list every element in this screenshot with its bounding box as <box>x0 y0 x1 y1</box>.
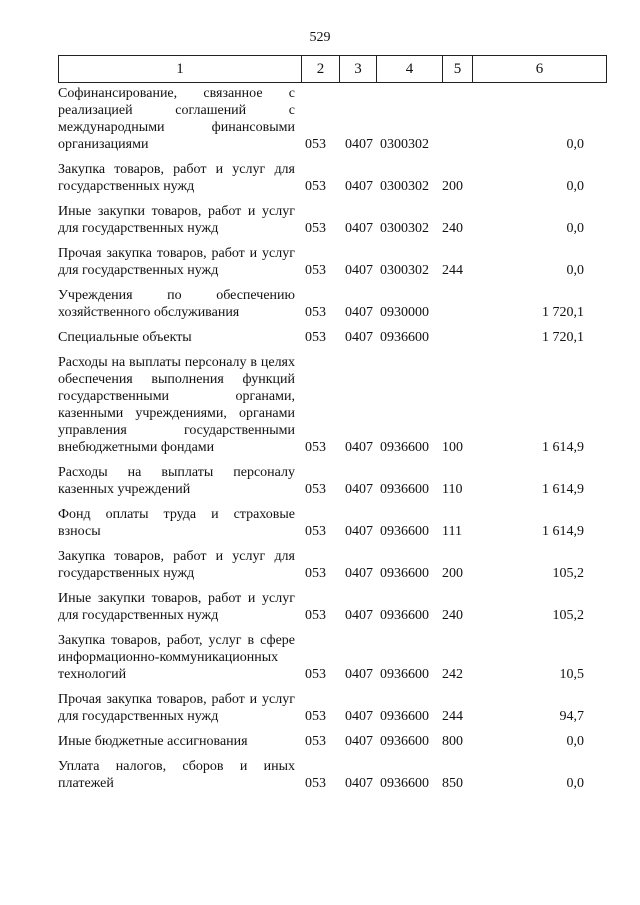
row-name: Специальные объекты <box>58 330 192 345</box>
row-amount: 1 720,1 <box>542 330 584 345</box>
row-section-code: 0407 <box>345 221 373 236</box>
row-ministry-code: 053 <box>305 179 326 194</box>
row-amount: 0,0 <box>566 734 584 749</box>
row-section-code: 0407 <box>345 608 373 623</box>
row-ministry-code: 053 <box>305 440 326 455</box>
row-section-code: 0407 <box>345 524 373 539</box>
table-row <box>58 85 606 153</box>
row-ministry-code: 053 <box>305 263 326 278</box>
row-target-code: 0936600 <box>380 776 429 791</box>
row-section-code: 0407 <box>345 330 373 345</box>
row-expense-type: 200 <box>442 566 463 581</box>
row-target-code: 0300302 <box>380 179 429 194</box>
column-header-3: 3 <box>340 56 377 83</box>
row-ministry-code: 053 <box>305 221 326 236</box>
row-ministry-code: 053 <box>305 330 326 345</box>
row-name: Софинансирование, связанное с реализацией соглашений с международными финансовыми организациями <box>58 86 295 152</box>
row-amount: 1 614,9 <box>542 482 584 497</box>
table-row <box>58 329 606 346</box>
row-name: Иные закупки товаров, работ и услуг для государственных нужд <box>58 204 295 236</box>
row-ministry-code: 053 <box>305 566 326 581</box>
row-target-code: 0936600 <box>380 440 429 455</box>
row-name: Закупка товаров, работ, услуг в сфере информационно-коммуникационных технологий <box>58 633 295 682</box>
row-expense-type: 242 <box>442 667 463 682</box>
table-row <box>58 733 606 750</box>
row-expense-type: 240 <box>442 608 463 623</box>
row-expense-type: 240 <box>442 221 463 236</box>
table-row <box>58 354 606 456</box>
table-row <box>58 203 606 237</box>
row-name: Расходы на выплаты персоналу в целях обеспечения выполнения функций государственными органами, казенными учреждениями, органами управления государственными внебюджетными фондами <box>58 355 295 455</box>
table-row <box>58 758 606 792</box>
row-section-code: 0407 <box>345 709 373 724</box>
row-section-code: 0407 <box>345 137 373 152</box>
row-target-code: 0300302 <box>380 221 429 236</box>
column-header-table <box>58 55 607 83</box>
row-amount: 1 614,9 <box>542 440 584 455</box>
row-expense-type: 111 <box>442 524 462 539</box>
row-ministry-code: 053 <box>305 482 326 497</box>
row-amount: 0,0 <box>566 263 584 278</box>
row-target-code: 0936600 <box>380 734 429 749</box>
column-header-row <box>59 56 607 83</box>
row-section-code: 0407 <box>345 734 373 749</box>
row-section-code: 0407 <box>345 440 373 455</box>
row-ministry-code: 053 <box>305 608 326 623</box>
row-name: Расходы на выплаты персоналу казенных учреждений <box>58 465 295 497</box>
row-amount: 0,0 <box>566 137 584 152</box>
row-ministry-code: 053 <box>305 734 326 749</box>
budget-table-body <box>58 85 606 800</box>
column-header-6: 6 <box>473 56 607 83</box>
row-amount: 1 720,1 <box>542 305 584 320</box>
table-row <box>58 590 606 624</box>
column-header-1: 1 <box>59 56 302 83</box>
row-amount: 105,2 <box>552 566 584 581</box>
row-expense-type: 244 <box>442 709 463 724</box>
row-section-code: 0407 <box>345 263 373 278</box>
row-name: Учреждения по обеспечению хозяйственного обслуживания <box>58 288 295 320</box>
column-header-2: 2 <box>302 56 340 83</box>
row-amount: 105,2 <box>552 608 584 623</box>
row-ministry-code: 053 <box>305 709 326 724</box>
row-expense-type: 800 <box>442 734 463 749</box>
row-amount: 0,0 <box>566 179 584 194</box>
row-expense-type: 110 <box>442 482 463 497</box>
column-header-4: 4 <box>377 56 443 83</box>
row-target-code: 0930000 <box>380 305 429 320</box>
table-row <box>58 506 606 540</box>
row-name: Закупка товаров, работ и услуг для государственных нужд <box>58 549 295 581</box>
row-ministry-code: 053 <box>305 524 326 539</box>
row-name: Прочая закупка товаров, работ и услуг для государственных нужд <box>58 692 295 724</box>
row-expense-type: 244 <box>442 263 463 278</box>
row-ministry-code: 053 <box>305 137 326 152</box>
row-name: Уплата налогов, сборов и иных платежей <box>58 759 295 791</box>
row-target-code: 0936600 <box>380 482 429 497</box>
row-name: Прочая закупка товаров, работ и услуг для государственных нужд <box>58 246 295 278</box>
row-amount: 1 614,9 <box>542 524 584 539</box>
table-row <box>58 691 606 725</box>
row-expense-type: 200 <box>442 179 463 194</box>
row-target-code: 0300302 <box>380 137 429 152</box>
row-name: Иные бюджетные ассигнования <box>58 734 248 749</box>
row-section-code: 0407 <box>345 179 373 194</box>
table-row <box>58 548 606 582</box>
row-section-code: 0407 <box>345 566 373 581</box>
column-header-5: 5 <box>443 56 473 83</box>
row-section-code: 0407 <box>345 305 373 320</box>
row-target-code: 0936600 <box>380 667 429 682</box>
row-section-code: 0407 <box>345 482 373 497</box>
table-row <box>58 464 606 498</box>
row-target-code: 0936600 <box>380 566 429 581</box>
row-expense-type: 100 <box>442 440 463 455</box>
table-row <box>58 161 606 195</box>
row-amount: 94,7 <box>559 709 584 724</box>
row-name: Закупка товаров, работ и услуг для государственных нужд <box>58 162 295 194</box>
row-ministry-code: 053 <box>305 305 326 320</box>
page-number: 529 <box>309 30 331 45</box>
row-target-code: 0936600 <box>380 330 429 345</box>
row-ministry-code: 053 <box>305 776 326 791</box>
row-amount: 0,0 <box>566 221 584 236</box>
table-row <box>58 632 606 683</box>
row-amount: 0,0 <box>566 776 584 791</box>
row-amount: 10,5 <box>559 667 584 682</box>
row-expense-type: 850 <box>442 776 463 791</box>
row-section-code: 0407 <box>345 776 373 791</box>
row-section-code: 0407 <box>345 667 373 682</box>
row-target-code: 0936600 <box>380 709 429 724</box>
table-row <box>58 287 606 321</box>
row-ministry-code: 053 <box>305 667 326 682</box>
row-name: Иные закупки товаров, работ и услуг для государственных нужд <box>58 591 295 623</box>
row-name: Фонд оплаты труда и страховые взносы <box>58 507 295 539</box>
row-target-code: 0936600 <box>380 608 429 623</box>
table-row <box>58 245 606 279</box>
row-target-code: 0936600 <box>380 524 429 539</box>
row-target-code: 0300302 <box>380 263 429 278</box>
